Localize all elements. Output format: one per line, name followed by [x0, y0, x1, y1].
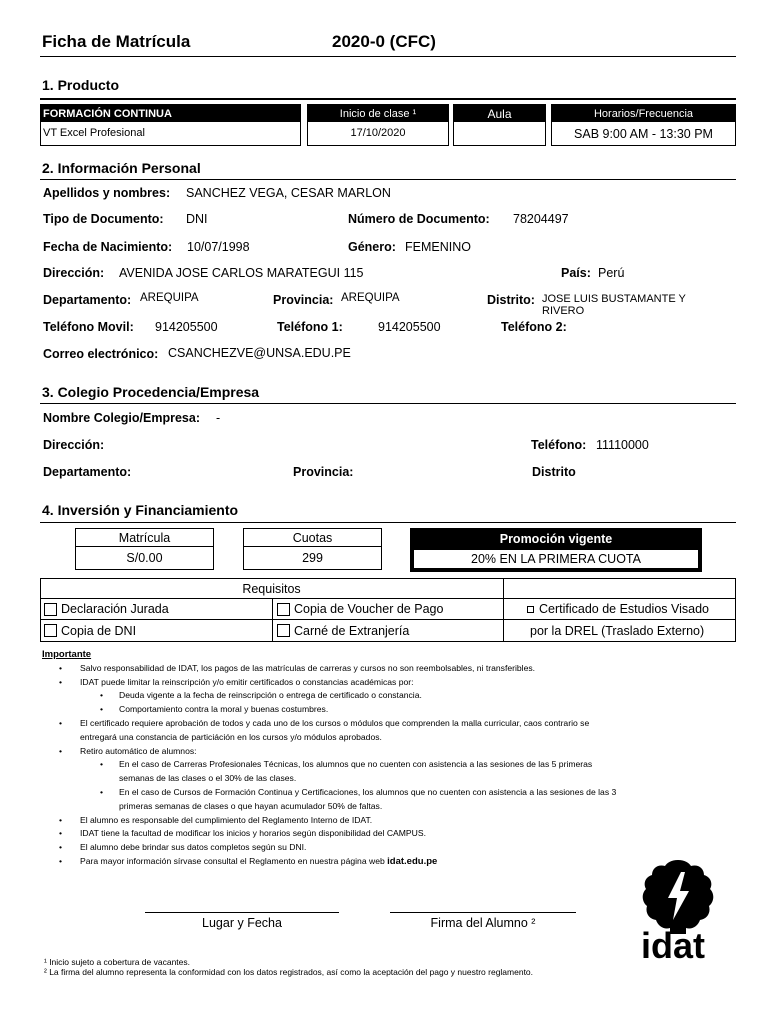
apellidos-value: SANCHEZ VEGA, CESAR MARLON — [186, 186, 391, 200]
note-item: • Comportamiento contra la moral y buenas costumbres. — [40, 703, 740, 717]
req-declaracion[interactable] — [44, 600, 169, 618]
tel1-value: 914205500 — [378, 320, 441, 334]
checkbox-icon[interactable] — [277, 603, 290, 616]
tipo-doc-label: Tipo de Documento: — [43, 212, 164, 226]
page-title: Ficha de Matrícula — [42, 32, 191, 51]
req-carne-label: Carné de Extranjería — [294, 623, 410, 638]
checkbox-icon[interactable] — [277, 624, 290, 637]
colegio-telefono-label: Teléfono: — [531, 438, 587, 452]
pais-label: País: — [561, 266, 591, 280]
note-item-cont-text: entregará una constancia de particiáción en los cursos y/o módulos aprobados. — [80, 731, 382, 742]
note-item: • Salvo responsabilidad de IDAT, los pagos de las matrículas de carreras y cursos no son reembolsables, ni transferibles. — [40, 662, 740, 676]
inicio-header: Inicio de clase ¹ — [308, 105, 448, 122]
tel2-label: Teléfono 2: — [501, 320, 567, 334]
firma-alumno-label: Firma del Alumno ² — [430, 916, 536, 930]
signature-line-lugar — [145, 912, 339, 913]
movil-value: 914205500 — [155, 320, 218, 334]
inicio-value: 17/10/2020 — [350, 127, 406, 139]
req-certificado-label: Certificado de Estudios Visado — [539, 602, 710, 616]
divider — [40, 403, 736, 404]
colegio-departamento-label: Departamento: — [43, 465, 132, 479]
note-item-cont — [40, 731, 740, 745]
num-doc-label: Número de Documento: — [348, 212, 490, 226]
program-header: FORMACIÓN CONTINUA — [41, 105, 300, 122]
colegio-nombre-label: Nombre Colegio/Empresa: — [43, 411, 200, 425]
req-dni[interactable] — [44, 621, 136, 640]
note-item: • Deuda vigente a la fecha de reinscripción o entrega de certificado o constancia. — [40, 689, 740, 703]
distrito-label: Distrito: — [487, 293, 535, 307]
cuotas-header: Cuotas — [244, 529, 381, 547]
note-item-cont-text: semanas de las clases o el 30% de las clases. — [119, 773, 297, 784]
req-dni-label: Copia de DNI — [61, 623, 137, 638]
section-personal: 2. Información Personal — [42, 160, 201, 176]
note-item-cont-text: primeras semanas de clases o que hayan acumulador 50% de faltas. — [119, 800, 383, 811]
website-link[interactable]: idat.edu.pe — [387, 855, 438, 867]
checkbox-icon[interactable] — [44, 624, 57, 637]
checkbox-icon[interactable] — [44, 603, 57, 616]
note-item: • IDAT puede limitar la reinscripción y/o emitir certificados o constancias académicas por: — [40, 676, 740, 690]
note-item: • Retiro automático de alumnos: — [40, 745, 740, 759]
genero-value: FEMENINO — [405, 240, 471, 254]
footnote-1: ¹ Inicio sujeto a cobertura de vacantes. — [44, 957, 190, 967]
tipo-doc-value: DNI — [186, 212, 208, 226]
importante-title: Importante — [42, 649, 92, 660]
provincia-value: AREQUIPA — [341, 292, 400, 304]
note-item: • En el caso de Cursos de Formación Continua y Certificaciones, los alumnos que no cuenten con asistencia a las sesiones de las 3 — [40, 786, 740, 800]
cuotas-value: 299 — [302, 551, 323, 565]
horario-value: SAB 9:00 AM - 13:30 PM — [574, 127, 713, 141]
promo-value: 20% EN LA PRIMERA CUOTA — [414, 550, 698, 568]
colegio-nombre-value: - — [216, 411, 221, 425]
section-inversion: 4. Inversión y Financiamiento — [42, 502, 239, 518]
footnote-2: ² La firma del alumno representa la conformidad con los datos registrados, así como la aceptación del pago y nuestro reglamento. — [44, 967, 534, 977]
colegio-direccion-label: Dirección: — [43, 438, 105, 452]
departamento-label: Departamento: — [43, 293, 132, 307]
divider — [503, 578, 504, 642]
promo-header: Promoción vigente — [499, 531, 613, 546]
movil-label: Teléfono Movil: — [43, 320, 134, 334]
divider — [40, 619, 736, 620]
num-doc-value: 78204497 — [513, 212, 569, 226]
note-item: • El alumno debe brindar sus datos completos según su DNI. — [40, 841, 740, 855]
nacimiento-value: 10/07/1998 — [187, 240, 250, 254]
req-voucher-label: Copia de Voucher de Pago — [294, 602, 444, 616]
apellidos-label: Apellidos y nombres: — [43, 186, 171, 200]
divider — [40, 179, 736, 180]
lugar-fecha-label: Lugar y Fecha — [202, 916, 282, 930]
note-item-text: Para mayor información sírvase consultal el Reglamento en nuestra página web — [80, 855, 385, 866]
tel1-label: Teléfono 1: — [277, 320, 343, 334]
req-declaracion-label: Declaración Jurada — [61, 602, 169, 616]
program-value: VT Excel Profesional — [43, 127, 145, 139]
period: 2020-0 (CFC) — [332, 32, 436, 51]
note-item: • IDAT tiene la facultad de modificar los inicios y horarios según disponibilidad del CAMPUS. — [40, 827, 740, 841]
correo-label: Correo electrónico: — [43, 347, 159, 361]
importante-notes — [40, 648, 740, 869]
req-certificado[interactable] — [527, 600, 709, 618]
note-item — [40, 855, 740, 869]
direccion-value: AVENIDA JOSE CARLOS MARATEGUI 115 — [119, 266, 364, 280]
req-drel-label: por la DREL (Traslado Externo) — [530, 623, 705, 638]
direccion-label: Dirección: — [43, 266, 105, 280]
aula-value — [454, 124, 545, 142]
aula-header: Aula — [454, 105, 545, 122]
colegio-provincia-label: Provincia: — [293, 465, 354, 479]
idat-logo-text: idat — [641, 925, 706, 966]
matricula-header: Matrícula — [76, 529, 213, 547]
divider — [40, 98, 736, 100]
requisitos-header: Requisitos — [242, 581, 301, 596]
checkbox-icon[interactable] — [527, 606, 534, 613]
note-item-cont — [40, 772, 740, 786]
section-colegio: 3. Colegio Procedencia/Empresa — [42, 384, 260, 400]
departamento-value: AREQUIPA — [140, 292, 199, 304]
signature-line-firma — [390, 912, 576, 913]
divider — [272, 598, 273, 642]
idat-brain-bolt-icon — [640, 858, 716, 934]
distrito-value: JOSE LUIS BUSTAMANTE Y RIVERO — [542, 293, 686, 317]
section-producto: 1. Producto — [42, 77, 120, 93]
divider — [40, 56, 736, 57]
divider — [40, 522, 736, 523]
colegio-telefono-value: 11110000 — [596, 438, 649, 452]
nacimiento-label: Fecha de Nacimiento: — [43, 240, 173, 254]
divider — [40, 598, 736, 599]
note-item: • El alumno es responsable del cumplimiento del Reglamento Interno de IDAT. — [40, 814, 740, 828]
note-item: • El certificado requiere aprobación de todos y cada uno de los cursos o módulos que comprenden la malla curricular, caos contrario se — [40, 717, 740, 731]
horario-header: Horarios/Frecuencia — [552, 105, 735, 122]
provincia-label: Provincia: — [273, 293, 334, 307]
pais-value: Perú — [598, 266, 625, 280]
note-item: • En el caso de Carreras Profesionales Técnicas, los alumnos que no cuenten con asistencia a las sesiones de las 5 primeras — [40, 758, 740, 772]
matricula-value: S/0.00 — [126, 551, 163, 565]
req-voucher[interactable] — [277, 600, 443, 618]
correo-value: CSANCHEZVE@UNSA.EDU.PE — [168, 346, 351, 360]
note-item-cont — [40, 800, 740, 814]
req-carne[interactable] — [277, 621, 409, 640]
colegio-distrito-label: Distrito — [532, 465, 576, 479]
genero-label: Género: — [348, 240, 396, 254]
